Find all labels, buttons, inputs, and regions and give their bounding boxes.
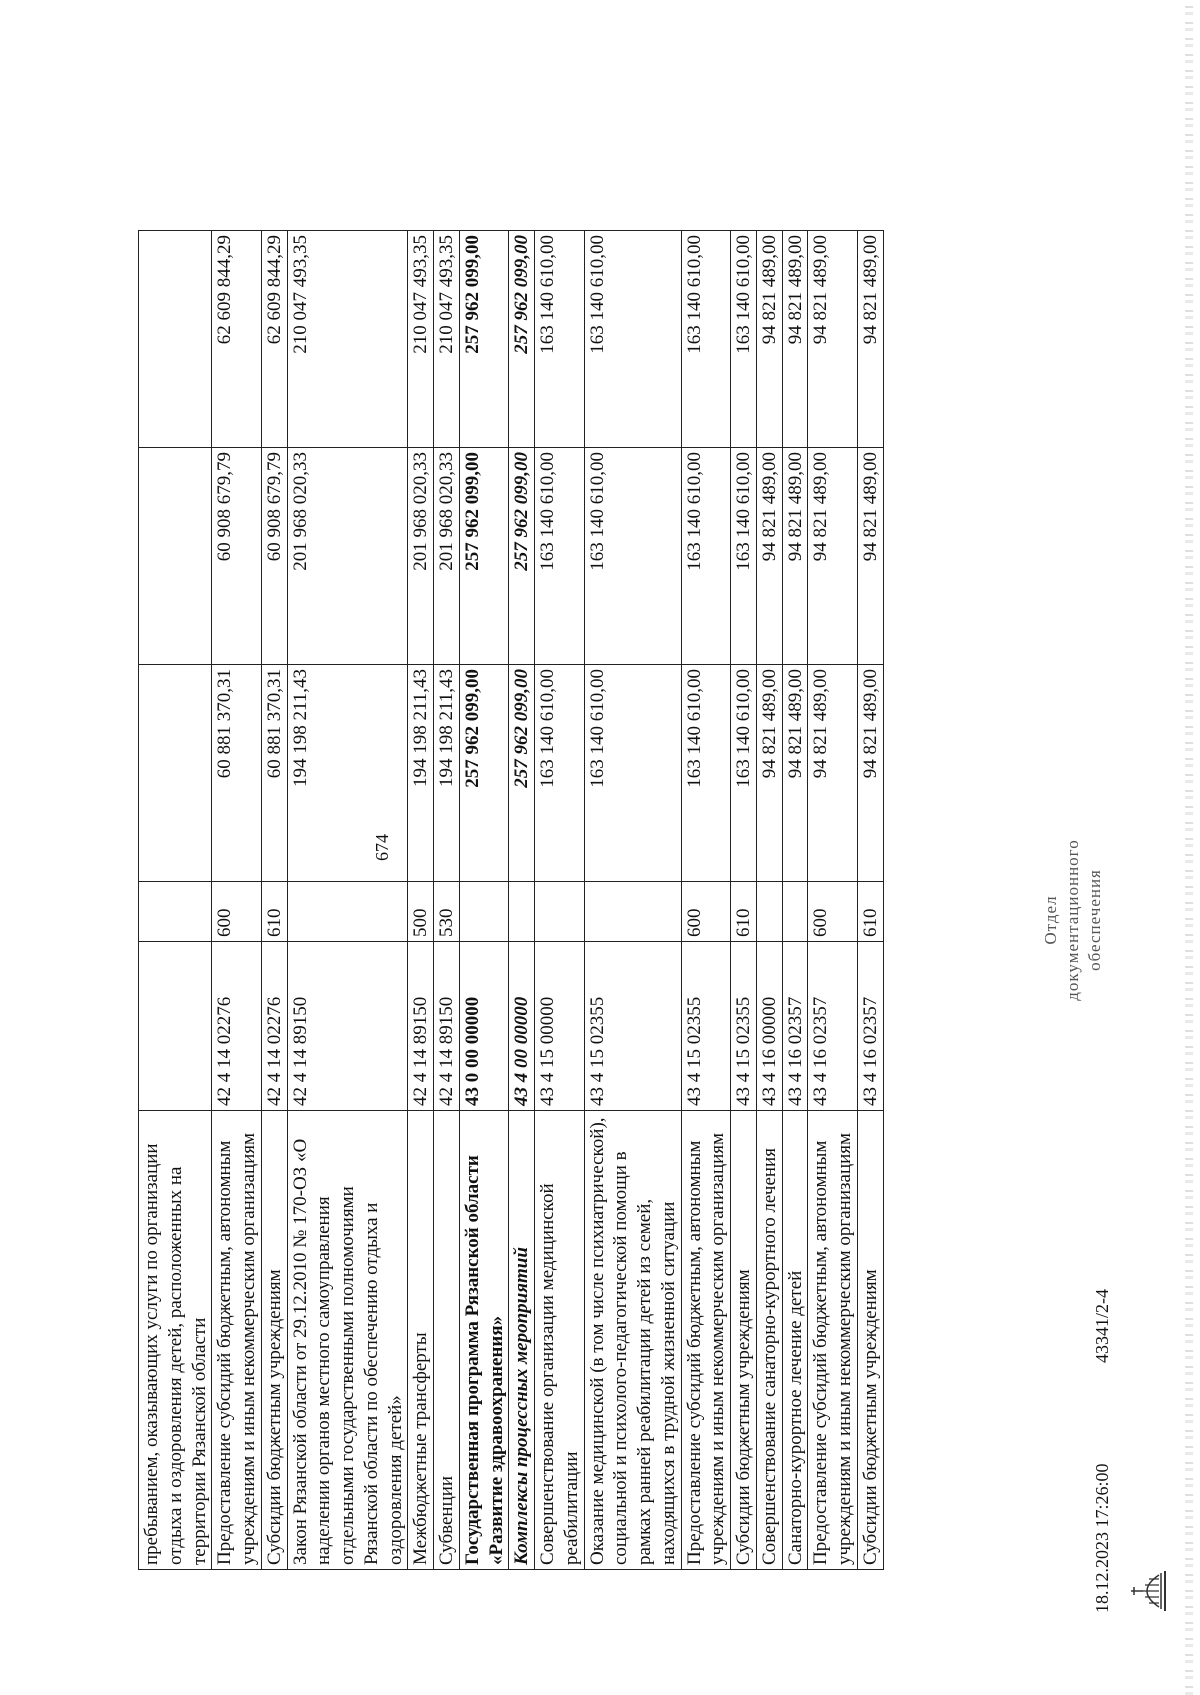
row-amount-3-cell: 94 821 489,00 bbox=[782, 231, 808, 448]
row-expense-type-cell bbox=[287, 882, 408, 942]
row-amount-2-cell: 94 821 489,00 bbox=[782, 448, 808, 665]
row-code-cell: 43 4 15 02355 bbox=[731, 942, 757, 1111]
row-amount-3-cell: 163 140 610,00 bbox=[731, 231, 757, 448]
row-name-cell: Субвенции bbox=[434, 1111, 460, 1570]
row-name-cell: Комплексы процессных мероприятий bbox=[509, 1111, 535, 1570]
row-amount-2-cell bbox=[139, 448, 212, 665]
table-row bbox=[681, 231, 731, 1570]
row-amount-2-cell: 163 140 610,00 bbox=[681, 448, 731, 665]
row-code-cell: 43 0 00 00000 bbox=[459, 942, 509, 1111]
row-expense-type-cell: 610 bbox=[261, 882, 287, 942]
row-amount-1-cell: 94 821 489,00 bbox=[808, 665, 858, 882]
row-amount-2-cell: 257 962 099,00 bbox=[459, 448, 509, 665]
row-code-cell: 43 4 16 02357 bbox=[808, 942, 858, 1111]
table-row bbox=[139, 231, 212, 1570]
row-name-cell: Субсидии бюджетным учреждениям bbox=[857, 1111, 883, 1570]
row-amount-1-cell: 163 140 610,00 bbox=[535, 665, 585, 882]
row-code-cell: 43 4 15 02355 bbox=[681, 942, 731, 1111]
row-code-cell: 43 4 16 02357 bbox=[857, 942, 883, 1111]
table-row bbox=[287, 231, 408, 1570]
row-expense-type-cell: 600 bbox=[212, 882, 262, 942]
row-amount-2-cell: 201 968 020,33 bbox=[408, 448, 434, 665]
scan-edge-artifact bbox=[1185, 0, 1193, 1695]
row-name-cell: Оказание медицинской (в том числе психиатрической), социальной и психолого-педагогической помощи в рамках ранней реабилитации детей из семей, находящихся в трудной жизненной ситуации bbox=[584, 1111, 681, 1570]
budget-table-body bbox=[139, 231, 884, 1570]
row-expense-type-cell bbox=[139, 882, 212, 942]
row-amount-3-cell: 257 962 099,00 bbox=[459, 231, 509, 448]
row-expense-type-cell: 500 bbox=[408, 882, 434, 942]
table-row bbox=[434, 231, 460, 1570]
page-number: 674 bbox=[372, 834, 392, 861]
emblem-icon bbox=[1125, 1565, 1167, 1617]
row-name-cell: Межбюджетные трансферты bbox=[408, 1111, 434, 1570]
table-row bbox=[261, 231, 287, 1570]
row-expense-type-cell: 610 bbox=[857, 882, 883, 942]
row-expense-type-cell: 600 bbox=[808, 882, 858, 942]
row-name-cell: Предоставление субсидий бюджетным, автономным учреждениям и иным некоммерческим организациям bbox=[681, 1111, 731, 1570]
row-expense-type-cell bbox=[584, 882, 681, 942]
row-code-cell: 42 4 14 02276 bbox=[212, 942, 262, 1111]
row-amount-2-cell: 163 140 610,00 bbox=[584, 448, 681, 665]
row-name-cell: Субсидии бюджетным учреждениям bbox=[731, 1111, 757, 1570]
row-name-cell: Совершенствование санаторно-курортного лечения bbox=[756, 1111, 782, 1570]
row-amount-2-cell: 60 908 679,79 bbox=[212, 448, 262, 665]
department-stamp bbox=[1040, 815, 1106, 1025]
row-amount-3-cell: 210 047 493,35 bbox=[408, 231, 434, 448]
row-amount-2-cell: 60 908 679,79 bbox=[261, 448, 287, 665]
row-code-cell: 42 4 14 02276 bbox=[261, 942, 287, 1111]
row-name-cell: пребыванием, оказывающих услуги по организации отдыха и оздоровления детей, расположенных на территории Рязанской области bbox=[139, 1111, 212, 1570]
row-name-cell: Санаторно-курортное лечение детей bbox=[782, 1111, 808, 1570]
row-expense-type-cell: 610 bbox=[731, 882, 757, 942]
row-amount-1-cell: 163 140 610,00 bbox=[584, 665, 681, 882]
row-expense-type-cell: 530 bbox=[434, 882, 460, 942]
table-row bbox=[212, 231, 262, 1570]
row-expense-type-cell bbox=[756, 882, 782, 942]
table-row bbox=[782, 231, 808, 1570]
table-row bbox=[731, 231, 757, 1570]
row-amount-1-cell: 60 881 370,31 bbox=[261, 665, 287, 882]
row-amount-2-cell: 163 140 610,00 bbox=[731, 448, 757, 665]
row-amount-3-cell: 62 609 844,29 bbox=[212, 231, 262, 448]
row-amount-1-cell: 194 198 211,43 bbox=[287, 665, 408, 882]
row-expense-type-cell bbox=[459, 882, 509, 942]
table-row bbox=[584, 231, 681, 1570]
row-amount-3-cell: 163 140 610,00 bbox=[681, 231, 731, 448]
row-code-cell: 43 4 16 02357 bbox=[782, 942, 808, 1111]
row-amount-3-cell: 94 821 489,00 bbox=[756, 231, 782, 448]
row-amount-1-cell: 257 962 099,00 bbox=[459, 665, 509, 882]
budget-table bbox=[138, 230, 884, 1570]
row-amount-1-cell: 163 140 610,00 bbox=[681, 665, 731, 882]
row-amount-2-cell: 257 962 099,00 bbox=[509, 448, 535, 665]
row-code-cell: 42 4 14 89150 bbox=[434, 942, 460, 1111]
footer-datetime: 18.12.2023 17:26:00 bbox=[1092, 1463, 1112, 1613]
row-amount-1-cell: 194 198 211,43 bbox=[408, 665, 434, 882]
row-amount-2-cell: 201 968 020,33 bbox=[287, 448, 408, 665]
row-amount-3-cell: 94 821 489,00 bbox=[808, 231, 858, 448]
row-amount-3-cell: 94 821 489,00 bbox=[857, 231, 883, 448]
row-amount-3-cell: 62 609 844,29 bbox=[261, 231, 287, 448]
row-name-cell: Субсидии бюджетным учреждениям bbox=[261, 1111, 287, 1570]
stamp-line-2: обеспечения bbox=[1085, 869, 1105, 971]
row-amount-1-cell: 94 821 489,00 bbox=[857, 665, 883, 882]
row-amount-3-cell: 163 140 610,00 bbox=[584, 231, 681, 448]
row-amount-3-cell: 163 140 610,00 bbox=[535, 231, 585, 448]
row-amount-1-cell: 257 962 099,00 bbox=[509, 665, 535, 882]
row-amount-1-cell: 194 198 211,43 bbox=[434, 665, 460, 882]
table-row bbox=[459, 231, 509, 1570]
row-name-cell: Совершенствование организации медицинской реабилитации bbox=[535, 1111, 585, 1570]
row-amount-2-cell: 163 140 610,00 bbox=[535, 448, 585, 665]
row-name-cell: Предоставление субсидий бюджетным, автономным учреждениям и иным некоммерческим организациям bbox=[212, 1111, 262, 1570]
row-amount-3-cell: 257 962 099,00 bbox=[509, 231, 535, 448]
row-name-cell: Закон Рязанской области от 29.12.2010 № 170-ОЗ «О наделении органов местного самоуправления отдельными государственными полномочиями Рязанской области по обеспечению отдыха и оздоровления детей» bbox=[287, 1111, 408, 1570]
table-row bbox=[808, 231, 858, 1570]
row-name-cell: Государственная программа Рязанской области «Развитие здравоохранения» bbox=[459, 1111, 509, 1570]
table-row bbox=[509, 231, 535, 1570]
row-code-cell: 43 4 15 02355 bbox=[584, 942, 681, 1111]
row-amount-3-cell: 210 047 493,35 bbox=[287, 231, 408, 448]
row-amount-1-cell: 94 821 489,00 bbox=[782, 665, 808, 882]
footer-doc-id: 43341/2-4 bbox=[1092, 1289, 1112, 1363]
table-row bbox=[857, 231, 883, 1570]
row-amount-1-cell: 60 881 370,31 bbox=[212, 665, 262, 882]
row-amount-2-cell: 201 968 020,33 bbox=[434, 448, 460, 665]
table-row bbox=[408, 231, 434, 1570]
table-row bbox=[756, 231, 782, 1570]
row-amount-1-cell: 94 821 489,00 bbox=[756, 665, 782, 882]
row-code-cell: 42 4 14 89150 bbox=[287, 942, 408, 1111]
row-code-cell: 43 4 15 00000 bbox=[535, 942, 585, 1111]
row-amount-3-cell: 210 047 493,35 bbox=[434, 231, 460, 448]
row-amount-3-cell bbox=[139, 231, 212, 448]
row-amount-1-cell bbox=[139, 665, 212, 882]
row-amount-1-cell: 163 140 610,00 bbox=[731, 665, 757, 882]
row-amount-2-cell: 94 821 489,00 bbox=[756, 448, 782, 665]
stamp-line-1: Отдел документационного bbox=[1041, 839, 1083, 1001]
row-expense-type-cell bbox=[535, 882, 585, 942]
row-expense-type-cell bbox=[509, 882, 535, 942]
row-code-cell bbox=[139, 942, 212, 1111]
row-amount-2-cell: 94 821 489,00 bbox=[808, 448, 858, 665]
row-expense-type-cell: 600 bbox=[681, 882, 731, 942]
row-amount-2-cell: 94 821 489,00 bbox=[857, 448, 883, 665]
row-name-cell: Предоставление субсидий бюджетным, автономным учреждениям и иным некоммерческим организациям bbox=[808, 1111, 858, 1570]
row-code-cell: 43 4 00 00000 bbox=[509, 942, 535, 1111]
table-row bbox=[535, 231, 585, 1570]
row-code-cell: 43 4 16 00000 bbox=[756, 942, 782, 1111]
row-expense-type-cell bbox=[782, 882, 808, 942]
row-code-cell: 42 4 14 89150 bbox=[408, 942, 434, 1111]
